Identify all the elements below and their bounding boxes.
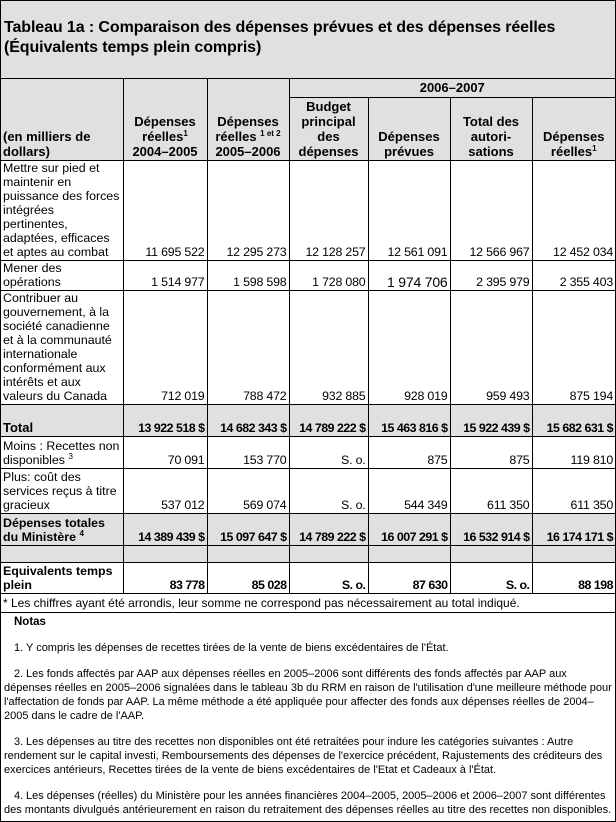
value-cell [368,545,450,562]
group-header-2006-2007: 2006–2007 [289,79,615,97]
row-operations [1,260,615,290]
value-cell: 611 350 [450,468,532,513]
value-cell [207,545,289,562]
value-cell: 712 019 [123,290,207,404]
col-header-depenses-reelles-2006-2007: Dépenses réelles$^1$ [532,97,615,160]
value-cell: 85 028 [207,562,289,593]
value-cell: 1 728 080 [289,260,368,290]
spending-table [1,79,615,594]
value-cell: 83 778 [123,562,207,593]
units-header: (en milliers de dollars) [1,79,123,160]
value-cell: 15 682 631 $ [532,404,615,436]
col-header-total-autorisations: Total des autori-sations [450,97,532,160]
value-cell: 14 389 439 $ [123,513,207,545]
row-depenses-totales [1,513,615,545]
value-cell: 14 789 222 $ [289,404,368,436]
value-cell: 537 012 [123,468,207,513]
value-cell: S. o. [289,468,368,513]
value-cell: 928 019 [368,290,450,404]
value-cell: 875 [368,436,450,468]
value-cell: 153 770 [207,436,289,468]
notes-section [1,613,615,821]
rounding-footnote: * Les chiffres ayant été arrondis, leur somme ne correspond pas nécessairement au total indiqué. [1,594,615,613]
row-recettes-non-disponibles [1,436,615,468]
note-4: 4. Les dépenses (réelles) du Ministère pour les années financières 2004–2005, 2005–2006 et 2006–2007 sont différentes des montants divulgués antérieurement en raison du retraitement des dépenses réelles au titre des recettes non disponibles. [4,789,612,816]
note-3: 3. Les dépenses au titre des recettes non disponibles ont été retraitées pour indure les catégories suivantes : Autre rendement sur le capital investi, Remboursements des dépenses de l'exercice précédent, Rajustements des créditeurs des exercices antérieurs, Recettes tirées de la vente de biens excédentaires de l'Etat et Cadeaux à l'État. [4,735,603,776]
value-cell: 13 922 518 $ [123,404,207,436]
value-cell: 16 532 914 $ [450,513,532,545]
value-cell: 2 395 979 [450,260,532,290]
value-cell [123,545,207,562]
row-total [1,404,615,436]
note-1: 1. Y compris les dépenses de recettes tirées de la vente de biens excédentaires de l'État. [14,641,449,654]
value-cell: 569 074 [207,468,289,513]
value-cell: 1 974 706 [368,260,450,290]
value-cell: 119 810 [532,436,615,468]
row-label: Moins : Recettes non disponibles $^3$ [1,436,123,468]
value-cell: 88 198 [532,562,615,593]
value-cell: 15 922 439 $ [450,404,532,436]
value-cell [532,545,615,562]
col-header-2005-2006: Dépenses réelles $^{1 et 2}$ 2005–2006 [207,79,289,160]
value-cell: 1 514 977 [123,260,207,290]
title-line-1: Tableau 1a : Comparaison des dépenses prévues et des dépenses réelles [4,19,556,36]
value-cell: 12 452 034 [532,160,615,260]
value-cell: 70 091 [123,436,207,468]
value-cell: 932 885 [289,290,368,404]
value-cell: S. o. [289,562,368,593]
value-cell: 1 598 598 [207,260,289,290]
value-cell: 15 463 816 $ [368,404,450,436]
row-forces [1,160,615,260]
value-cell: 12 295 273 [207,160,289,260]
row-label: Plus: coût des services reçus à titre gracieux [1,468,123,513]
row-label [1,545,123,562]
value-cell: 12 566 967 [450,160,532,260]
notes-heading: Notas [14,615,46,628]
value-cell: 16 174 171 $ [532,513,615,545]
table-title [4,18,555,58]
value-cell: 959 493 [450,290,532,404]
row-label: Equivalents temps plein [1,562,123,593]
table-title-box [1,1,615,79]
row-label: Dépenses totales du Ministère $^4$ [1,513,123,545]
value-cell: 2 355 403 [532,260,615,290]
row-label: Mener des opérations [1,260,123,290]
row-label: Total [1,404,123,436]
value-cell: 12 561 091 [368,160,450,260]
value-cell: 788 472 [207,290,289,404]
value-cell: 15 097 647 $ [207,513,289,545]
col-header-budget-principal: Budget principal des dépenses [289,97,368,160]
row-contribution [1,290,615,404]
value-cell: 16 007 291 $ [368,513,450,545]
note-2: 2. Les fonds affectés par AAP aux dépenses réelles en 2005–2006 sont différents des fonds affectés par AAP aux dépenses réelles en 2005–2006 signalées dans le tableau 3b du RRM en raison de l'utilisation d'une meilleure méthode pour l'affectation de fonds par AAP. La même méthode a été appliquée pour affecter des fonds aux dépenses réelles de 2004–2005 dans le cadre de l'AAP. [4,667,612,722]
row-services-gracieux [1,468,615,513]
value-cell [450,545,532,562]
row-spacer [1,545,615,562]
value-cell: 875 194 [532,290,615,404]
value-cell: 611 350 [532,468,615,513]
value-cell: 875 [450,436,532,468]
value-cell: 14 789 222 $ [289,513,368,545]
value-cell: 11 695 522 [123,160,207,260]
row-equivalents-temps-plein [1,562,615,593]
value-cell: S. o. [450,562,532,593]
value-cell: 87 630 [368,562,450,593]
row-label: Mettre sur pied et maintenir en puissance des forces intégrées pertinentes, adaptées, efficaces et aptes au combat [1,160,123,260]
value-cell: S. o. [289,436,368,468]
col-header-2004-2005: Dépenses réelles$^1$ 2004–2005 [123,79,207,160]
value-cell: 544 349 [368,468,450,513]
value-cell [289,545,368,562]
row-label: Contribuer au gouvernement, à la société canadienne et à la communauté internationale conformément aux intérêts et aux valeurs du Canada [1,290,123,404]
col-header-depenses-prevues: Dépenses prévues [368,97,450,160]
value-cell: 12 128 257 [289,160,368,260]
title-line-2: (Équivalents temps plein compris) [4,39,262,56]
value-cell: 14 682 343 $ [207,404,289,436]
